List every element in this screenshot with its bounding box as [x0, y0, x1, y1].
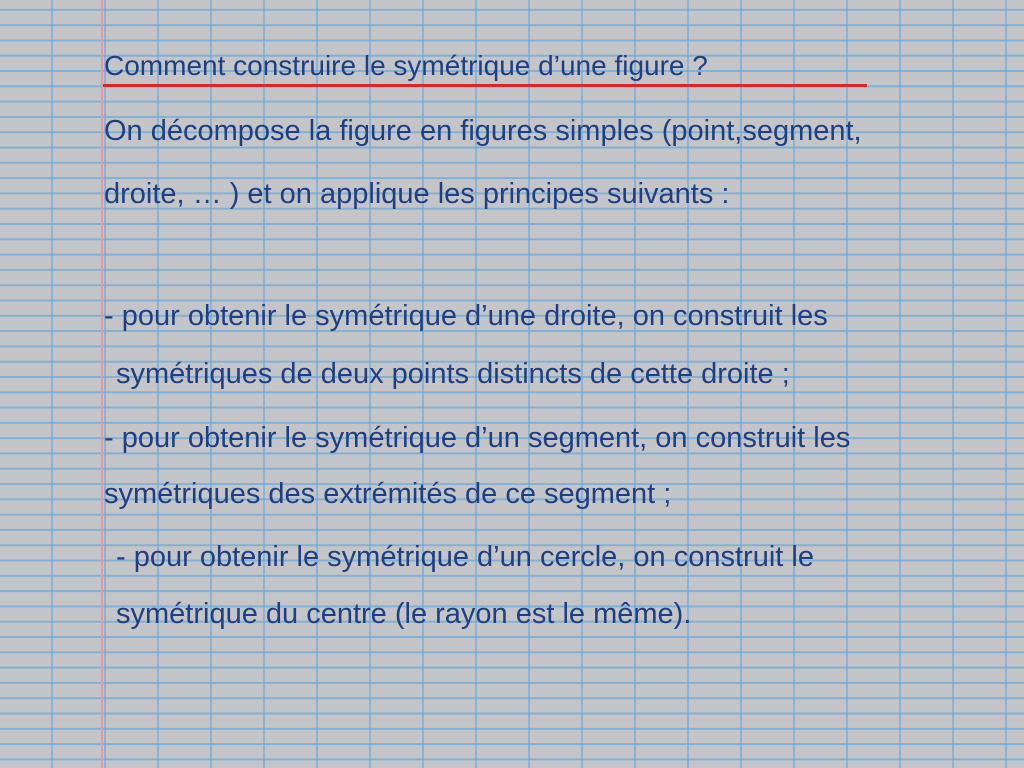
rule-line-droite-2: symétriques de deux points distincts de cette droite ;	[116, 358, 790, 390]
page-title: Comment construire le symétrique d’une figure ?	[104, 50, 708, 81]
rule-line-cercle-2: symétrique du centre (le rayon est le même).	[116, 598, 692, 630]
intro-line-2: droite, … ) et on applique les principes suivants :	[104, 178, 730, 210]
rule-line-segment-1: - pour obtenir le symétrique d’un segment, on construit les	[104, 422, 851, 454]
rule-line-droite-1: - pour obtenir le symétrique d’une droite, on construit les	[104, 300, 828, 332]
intro-line-1: On décompose la figure en figures simples (point,segment,	[104, 115, 862, 147]
rule-line-cercle-1: - pour obtenir le symétrique d’un cercle, on construit le	[116, 541, 814, 573]
title-underline	[103, 84, 867, 87]
margin-line	[101, 0, 103, 768]
rule-line-segment-2: symétriques des extrémités de ce segment ;	[104, 478, 672, 510]
